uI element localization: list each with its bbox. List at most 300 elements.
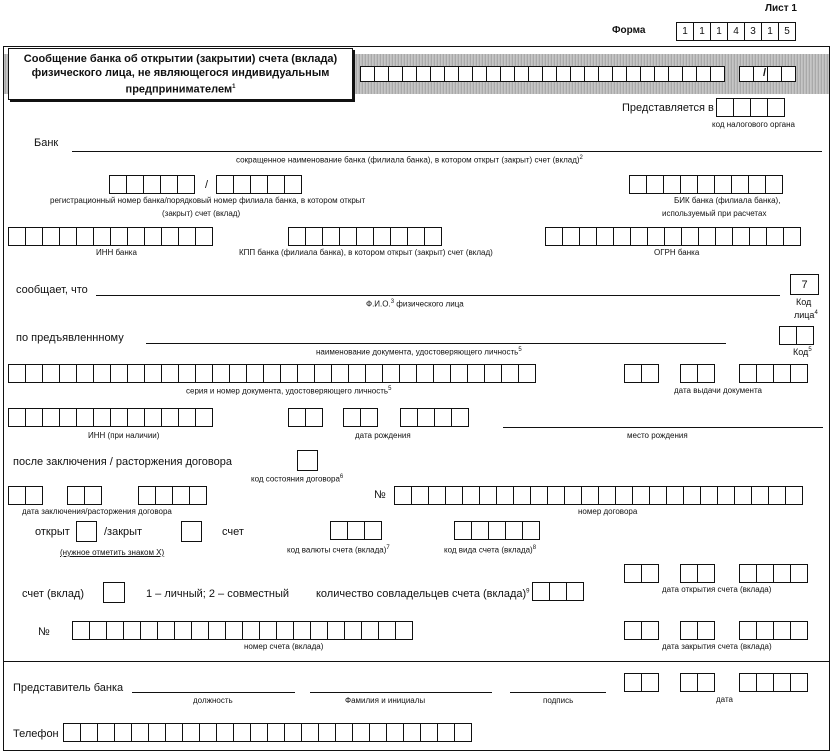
- input-cell[interactable]: [369, 723, 387, 742]
- input-cell[interactable]: [25, 364, 43, 383]
- input-cell[interactable]: [530, 486, 548, 505]
- input-cell[interactable]: [76, 227, 94, 246]
- input-cell[interactable]: [208, 621, 226, 640]
- input-cell[interactable]: [767, 98, 785, 117]
- input-cell[interactable]: [532, 582, 550, 601]
- input-cell[interactable]: [433, 364, 451, 383]
- input-cell[interactable]: [160, 175, 178, 194]
- input-cell[interactable]: [288, 227, 306, 246]
- input-cell[interactable]: [110, 408, 128, 427]
- input-cell[interactable]: [305, 408, 323, 427]
- input-cell[interactable]: [697, 673, 715, 692]
- input-cell[interactable]: [42, 364, 60, 383]
- input-cell[interactable]: [434, 408, 452, 427]
- input-cell[interactable]: [479, 486, 497, 505]
- input-cell[interactable]: [110, 364, 128, 383]
- input-cell[interactable]: [748, 175, 766, 194]
- phone-cells[interactable]: [63, 723, 472, 742]
- id-number-cell[interactable]: [696, 66, 711, 82]
- input-cell[interactable]: [450, 364, 468, 383]
- input-cell[interactable]: [641, 621, 659, 640]
- input-cell[interactable]: [739, 621, 757, 640]
- contract-month-cells[interactable]: [67, 486, 102, 505]
- input-cell[interactable]: [462, 486, 480, 505]
- input-cell[interactable]: [267, 723, 285, 742]
- input-cell[interactable]: [233, 723, 251, 742]
- input-cell[interactable]: [783, 227, 801, 246]
- input-cell[interactable]: [42, 227, 60, 246]
- input-cell[interactable]: [25, 408, 43, 427]
- input-cell[interactable]: [739, 364, 757, 383]
- id-number-cell[interactable]: [612, 66, 627, 82]
- sign-month-cells[interactable]: [680, 673, 715, 692]
- input-cell[interactable]: [331, 364, 349, 383]
- input-cell[interactable]: [182, 723, 200, 742]
- bank-name-line[interactable]: [72, 151, 822, 152]
- input-cell[interactable]: [488, 521, 506, 540]
- input-cell[interactable]: [454, 521, 472, 540]
- bank-ogrn-cells[interactable]: [545, 227, 801, 246]
- input-cell[interactable]: [195, 364, 213, 383]
- input-cell[interactable]: [714, 175, 732, 194]
- input-cell[interactable]: [680, 621, 698, 640]
- input-cell[interactable]: [629, 175, 647, 194]
- currency-code-cells[interactable]: [330, 521, 382, 540]
- input-cell[interactable]: [76, 364, 94, 383]
- contract-day-cells[interactable]: [8, 486, 43, 505]
- input-cell[interactable]: [330, 521, 348, 540]
- input-cell[interactable]: [733, 98, 751, 117]
- input-cell[interactable]: [790, 621, 808, 640]
- input-cell[interactable]: [8, 486, 26, 505]
- account-number-cells[interactable]: [72, 621, 413, 640]
- input-cell[interactable]: [250, 175, 268, 194]
- input-cell[interactable]: [734, 486, 752, 505]
- input-cell[interactable]: [666, 486, 684, 505]
- input-cell[interactable]: [698, 227, 716, 246]
- input-cell[interactable]: [126, 175, 144, 194]
- input-cell[interactable]: [773, 621, 791, 640]
- doc-series-number-cells[interactable]: [8, 364, 536, 383]
- id-number-cell[interactable]: [570, 66, 585, 82]
- account-type-cells[interactable]: [454, 521, 540, 540]
- opened-mark-cell[interactable]: [76, 521, 97, 542]
- input-cell[interactable]: [400, 408, 418, 427]
- input-cell[interactable]: [680, 564, 698, 583]
- input-cell[interactable]: [97, 723, 115, 742]
- input-cell[interactable]: [646, 175, 664, 194]
- input-cell[interactable]: [225, 621, 243, 640]
- input-cell[interactable]: [420, 723, 438, 742]
- input-cell[interactable]: [127, 227, 145, 246]
- input-cell[interactable]: [416, 364, 434, 383]
- input-cell[interactable]: [598, 486, 616, 505]
- input-cell[interactable]: [143, 175, 161, 194]
- id-number-cell[interactable]: [598, 66, 613, 82]
- id-number-cell[interactable]: [374, 66, 389, 82]
- input-cell[interactable]: [547, 486, 565, 505]
- input-cell[interactable]: [596, 227, 614, 246]
- input-cell[interactable]: [127, 408, 145, 427]
- input-cell[interactable]: [25, 486, 43, 505]
- input-cell[interactable]: [352, 723, 370, 742]
- input-cell[interactable]: [297, 450, 318, 471]
- person-code-cell[interactable]: [790, 274, 819, 295]
- input-cell[interactable]: [109, 175, 127, 194]
- input-cell[interactable]: [624, 673, 642, 692]
- input-cell[interactable]: [437, 723, 455, 742]
- input-cell[interactable]: [373, 227, 391, 246]
- id-number-cell[interactable]: [654, 66, 669, 82]
- input-cell[interactable]: [157, 621, 175, 640]
- input-cell[interactable]: [765, 175, 783, 194]
- name-line[interactable]: [310, 692, 492, 693]
- bank-reg-number-cells[interactable]: [109, 175, 195, 194]
- input-cell[interactable]: [681, 227, 699, 246]
- input-cell[interactable]: [773, 364, 791, 383]
- input-cell[interactable]: [178, 227, 196, 246]
- input-cell[interactable]: [731, 175, 749, 194]
- input-cell[interactable]: [259, 621, 277, 640]
- input-cell[interactable]: [750, 98, 768, 117]
- input-cell[interactable]: [189, 486, 207, 505]
- input-cell[interactable]: [84, 486, 102, 505]
- bank-branch-number-cells[interactable]: [216, 175, 302, 194]
- input-cell[interactable]: [522, 521, 540, 540]
- input-cell[interactable]: [739, 564, 757, 583]
- input-cell[interactable]: [59, 364, 77, 383]
- input-cell[interactable]: [174, 621, 192, 640]
- id-number-cell[interactable]: [458, 66, 473, 82]
- sign-year-cells[interactable]: [739, 673, 808, 692]
- input-cell[interactable]: [496, 486, 514, 505]
- id-number-cell[interactable]: [682, 66, 697, 82]
- input-cell[interactable]: [123, 621, 141, 640]
- input-cell[interactable]: [361, 621, 379, 640]
- account-kind-cell[interactable]: [103, 582, 125, 603]
- input-cell[interactable]: [779, 326, 797, 345]
- input-cell[interactable]: [127, 364, 145, 383]
- input-cell[interactable]: [756, 564, 774, 583]
- person-code-value[interactable]: 7: [790, 274, 819, 295]
- input-cell[interactable]: [284, 175, 302, 194]
- input-cell[interactable]: [63, 723, 81, 742]
- input-cell[interactable]: [445, 486, 463, 505]
- bank-bik-cells[interactable]: [629, 175, 783, 194]
- id-number-cell[interactable]: [556, 66, 571, 82]
- input-cell[interactable]: [172, 486, 190, 505]
- input-cell[interactable]: [484, 364, 502, 383]
- input-cell[interactable]: [649, 486, 667, 505]
- close-month-cells[interactable]: [680, 621, 715, 640]
- input-cell[interactable]: [144, 408, 162, 427]
- input-cell[interactable]: [144, 364, 162, 383]
- input-cell[interactable]: [378, 621, 396, 640]
- input-cell[interactable]: [327, 621, 345, 640]
- input-cell[interactable]: [579, 227, 597, 246]
- input-cell[interactable]: [348, 364, 366, 383]
- input-cell[interactable]: [297, 364, 315, 383]
- input-cell[interactable]: [76, 521, 97, 542]
- doc-issue-year-cells[interactable]: [739, 364, 808, 383]
- input-cell[interactable]: [347, 521, 365, 540]
- input-cell[interactable]: [697, 564, 715, 583]
- input-cell[interactable]: [339, 227, 357, 246]
- input-cell[interactable]: [680, 364, 698, 383]
- input-cell[interactable]: [790, 673, 808, 692]
- input-cell[interactable]: [318, 723, 336, 742]
- input-cell[interactable]: [790, 564, 808, 583]
- input-cell[interactable]: [756, 621, 774, 640]
- input-cell[interactable]: [518, 364, 536, 383]
- input-cell[interactable]: [664, 227, 682, 246]
- input-cell[interactable]: [301, 723, 319, 742]
- input-cell[interactable]: [293, 621, 311, 640]
- doc-issue-month-cells[interactable]: [680, 364, 715, 383]
- contract-number-cells[interactable]: [394, 486, 803, 505]
- input-cell[interactable]: [280, 364, 298, 383]
- id-number-cell[interactable]: [388, 66, 403, 82]
- input-cell[interactable]: [683, 486, 701, 505]
- input-cell[interactable]: [233, 175, 251, 194]
- id-number-cell[interactable]: [528, 66, 543, 82]
- open-year-cells[interactable]: [739, 564, 808, 583]
- id-number-cell[interactable]: [626, 66, 641, 82]
- input-cell[interactable]: [89, 621, 107, 640]
- id-number-cell[interactable]: [402, 66, 417, 82]
- input-cell[interactable]: [144, 227, 162, 246]
- open-day-cells[interactable]: [624, 564, 659, 583]
- id-number-cell[interactable]: [584, 66, 599, 82]
- input-cell[interactable]: [59, 408, 77, 427]
- input-cell[interactable]: [566, 582, 584, 601]
- input-cell[interactable]: [632, 486, 650, 505]
- input-cell[interactable]: [114, 723, 132, 742]
- input-cell[interactable]: [395, 621, 413, 640]
- input-cell[interactable]: [768, 486, 786, 505]
- input-cell[interactable]: [390, 227, 408, 246]
- input-cell[interactable]: [110, 227, 128, 246]
- input-cell[interactable]: [195, 227, 213, 246]
- input-cell[interactable]: [191, 621, 209, 640]
- input-cell[interactable]: [700, 486, 718, 505]
- sign-line[interactable]: [510, 692, 606, 693]
- birth-place-line[interactable]: [503, 427, 823, 428]
- input-cell[interactable]: [394, 486, 412, 505]
- contract-year-cells[interactable]: [138, 486, 207, 505]
- id-number-cell[interactable]: [767, 66, 782, 82]
- input-cell[interactable]: [216, 175, 234, 194]
- input-cell[interactable]: [322, 227, 340, 246]
- input-cell[interactable]: [697, 175, 715, 194]
- input-cell[interactable]: [140, 621, 158, 640]
- input-cell[interactable]: [8, 408, 26, 427]
- input-cell[interactable]: [615, 486, 633, 505]
- input-cell[interactable]: [513, 486, 531, 505]
- input-cell[interactable]: [276, 621, 294, 640]
- id-number-cell[interactable]: [486, 66, 501, 82]
- input-cell[interactable]: [80, 723, 98, 742]
- input-cell[interactable]: [407, 227, 425, 246]
- input-cell[interactable]: [624, 621, 642, 640]
- input-cell[interactable]: [25, 227, 43, 246]
- input-cell[interactable]: [42, 408, 60, 427]
- fio-line[interactable]: [96, 295, 780, 296]
- input-cell[interactable]: [131, 723, 149, 742]
- input-cell[interactable]: [305, 227, 323, 246]
- input-cell[interactable]: [93, 408, 111, 427]
- input-cell[interactable]: [8, 227, 26, 246]
- input-cell[interactable]: [382, 364, 400, 383]
- input-cell[interactable]: [796, 326, 814, 345]
- tax-authority-code-cells[interactable]: [716, 98, 785, 117]
- birth-day-cells[interactable]: [288, 408, 323, 427]
- input-cell[interactable]: [715, 227, 733, 246]
- bank-kpp-cells[interactable]: [288, 227, 442, 246]
- input-cell[interactable]: [411, 486, 429, 505]
- co-owners-cells[interactable]: [532, 582, 584, 601]
- input-cell[interactable]: [564, 486, 582, 505]
- id-number-cell[interactable]: [640, 66, 655, 82]
- input-cell[interactable]: [399, 364, 417, 383]
- input-cell[interactable]: [360, 408, 378, 427]
- input-cell[interactable]: [288, 408, 306, 427]
- input-cell[interactable]: [766, 227, 784, 246]
- id-number-cell[interactable]: [444, 66, 459, 82]
- input-cell[interactable]: [335, 723, 353, 742]
- id-number-cell[interactable]: [710, 66, 725, 82]
- input-cell[interactable]: [732, 227, 750, 246]
- input-cell[interactable]: [624, 564, 642, 583]
- input-cell[interactable]: [641, 364, 659, 383]
- id-number-cell[interactable]: [416, 66, 431, 82]
- input-cell[interactable]: [161, 227, 179, 246]
- id-number-cell[interactable]: [472, 66, 487, 82]
- input-cell[interactable]: [663, 175, 681, 194]
- input-cell[interactable]: [267, 175, 285, 194]
- input-cell[interactable]: [467, 364, 485, 383]
- input-cell[interactable]: [212, 364, 230, 383]
- sign-day-cells[interactable]: [624, 673, 659, 692]
- id-number-cell[interactable]: [739, 66, 754, 82]
- input-cell[interactable]: [471, 521, 489, 540]
- input-cell[interactable]: [103, 582, 125, 603]
- input-cell[interactable]: [263, 364, 281, 383]
- input-cell[interactable]: [177, 175, 195, 194]
- input-cell[interactable]: [195, 408, 213, 427]
- input-cell[interactable]: [138, 486, 156, 505]
- id-number-cells[interactable]: [360, 66, 796, 82]
- input-cell[interactable]: [365, 364, 383, 383]
- input-cell[interactable]: [72, 621, 90, 640]
- input-cell[interactable]: [59, 227, 77, 246]
- input-cell[interactable]: [356, 227, 374, 246]
- input-cell[interactable]: [364, 521, 382, 540]
- input-cell[interactable]: [773, 673, 791, 692]
- input-cell[interactable]: [717, 486, 735, 505]
- birth-year-cells[interactable]: [400, 408, 469, 427]
- position-line[interactable]: [132, 692, 295, 693]
- input-cell[interactable]: [697, 364, 715, 383]
- input-cell[interactable]: [8, 364, 26, 383]
- input-cell[interactable]: [93, 364, 111, 383]
- input-cell[interactable]: [451, 408, 469, 427]
- input-cell[interactable]: [76, 408, 94, 427]
- input-cell[interactable]: [749, 227, 767, 246]
- open-month-cells[interactable]: [680, 564, 715, 583]
- input-cell[interactable]: [242, 621, 260, 640]
- input-cell[interactable]: [630, 227, 648, 246]
- birth-month-cells[interactable]: [343, 408, 378, 427]
- input-cell[interactable]: [403, 723, 421, 742]
- input-cell[interactable]: [148, 723, 166, 742]
- input-cell[interactable]: [181, 521, 202, 542]
- id-number-cell[interactable]: [668, 66, 683, 82]
- input-cell[interactable]: [647, 227, 665, 246]
- input-cell[interactable]: [229, 364, 247, 383]
- doc-code-cells[interactable]: [779, 326, 814, 345]
- input-cell[interactable]: [739, 673, 757, 692]
- input-cell[interactable]: [545, 227, 563, 246]
- input-cell[interactable]: [250, 723, 268, 742]
- input-cell[interactable]: [581, 486, 599, 505]
- input-cell[interactable]: [680, 175, 698, 194]
- bank-inn-cells[interactable]: [8, 227, 213, 246]
- id-number-cell[interactable]: [500, 66, 515, 82]
- input-cell[interactable]: [344, 621, 362, 640]
- input-cell[interactable]: [428, 486, 446, 505]
- input-cell[interactable]: [751, 486, 769, 505]
- input-cell[interactable]: [155, 486, 173, 505]
- input-cell[interactable]: [716, 98, 734, 117]
- id-number-cell[interactable]: [514, 66, 529, 82]
- input-cell[interactable]: [624, 364, 642, 383]
- close-day-cells[interactable]: [624, 621, 659, 640]
- input-cell[interactable]: [161, 364, 179, 383]
- input-cell[interactable]: [641, 673, 659, 692]
- input-cell[interactable]: [773, 564, 791, 583]
- input-cell[interactable]: [680, 673, 698, 692]
- input-cell[interactable]: [501, 364, 519, 383]
- input-cell[interactable]: [424, 227, 442, 246]
- input-cell[interactable]: [161, 408, 179, 427]
- input-cell[interactable]: [505, 521, 523, 540]
- input-cell[interactable]: [314, 364, 332, 383]
- input-cell[interactable]: [165, 723, 183, 742]
- input-cell[interactable]: [178, 364, 196, 383]
- input-cell[interactable]: [549, 582, 567, 601]
- person-inn-cells[interactable]: [8, 408, 213, 427]
- close-year-cells[interactable]: [739, 621, 808, 640]
- id-number-cell[interactable]: [781, 66, 796, 82]
- input-cell[interactable]: [343, 408, 361, 427]
- input-cell[interactable]: [386, 723, 404, 742]
- input-cell[interactable]: [67, 486, 85, 505]
- input-cell[interactable]: [756, 364, 774, 383]
- id-number-cell[interactable]: [542, 66, 557, 82]
- input-cell[interactable]: [454, 723, 472, 742]
- contract-state-cell[interactable]: [297, 450, 318, 471]
- input-cell[interactable]: [785, 486, 803, 505]
- input-cell[interactable]: [697, 621, 715, 640]
- input-cell[interactable]: [199, 723, 217, 742]
- input-cell[interactable]: [613, 227, 631, 246]
- id-number-cell[interactable]: [430, 66, 445, 82]
- input-cell[interactable]: [641, 564, 659, 583]
- input-cell[interactable]: [310, 621, 328, 640]
- doc-issue-day-cells[interactable]: [624, 364, 659, 383]
- input-cell[interactable]: [417, 408, 435, 427]
